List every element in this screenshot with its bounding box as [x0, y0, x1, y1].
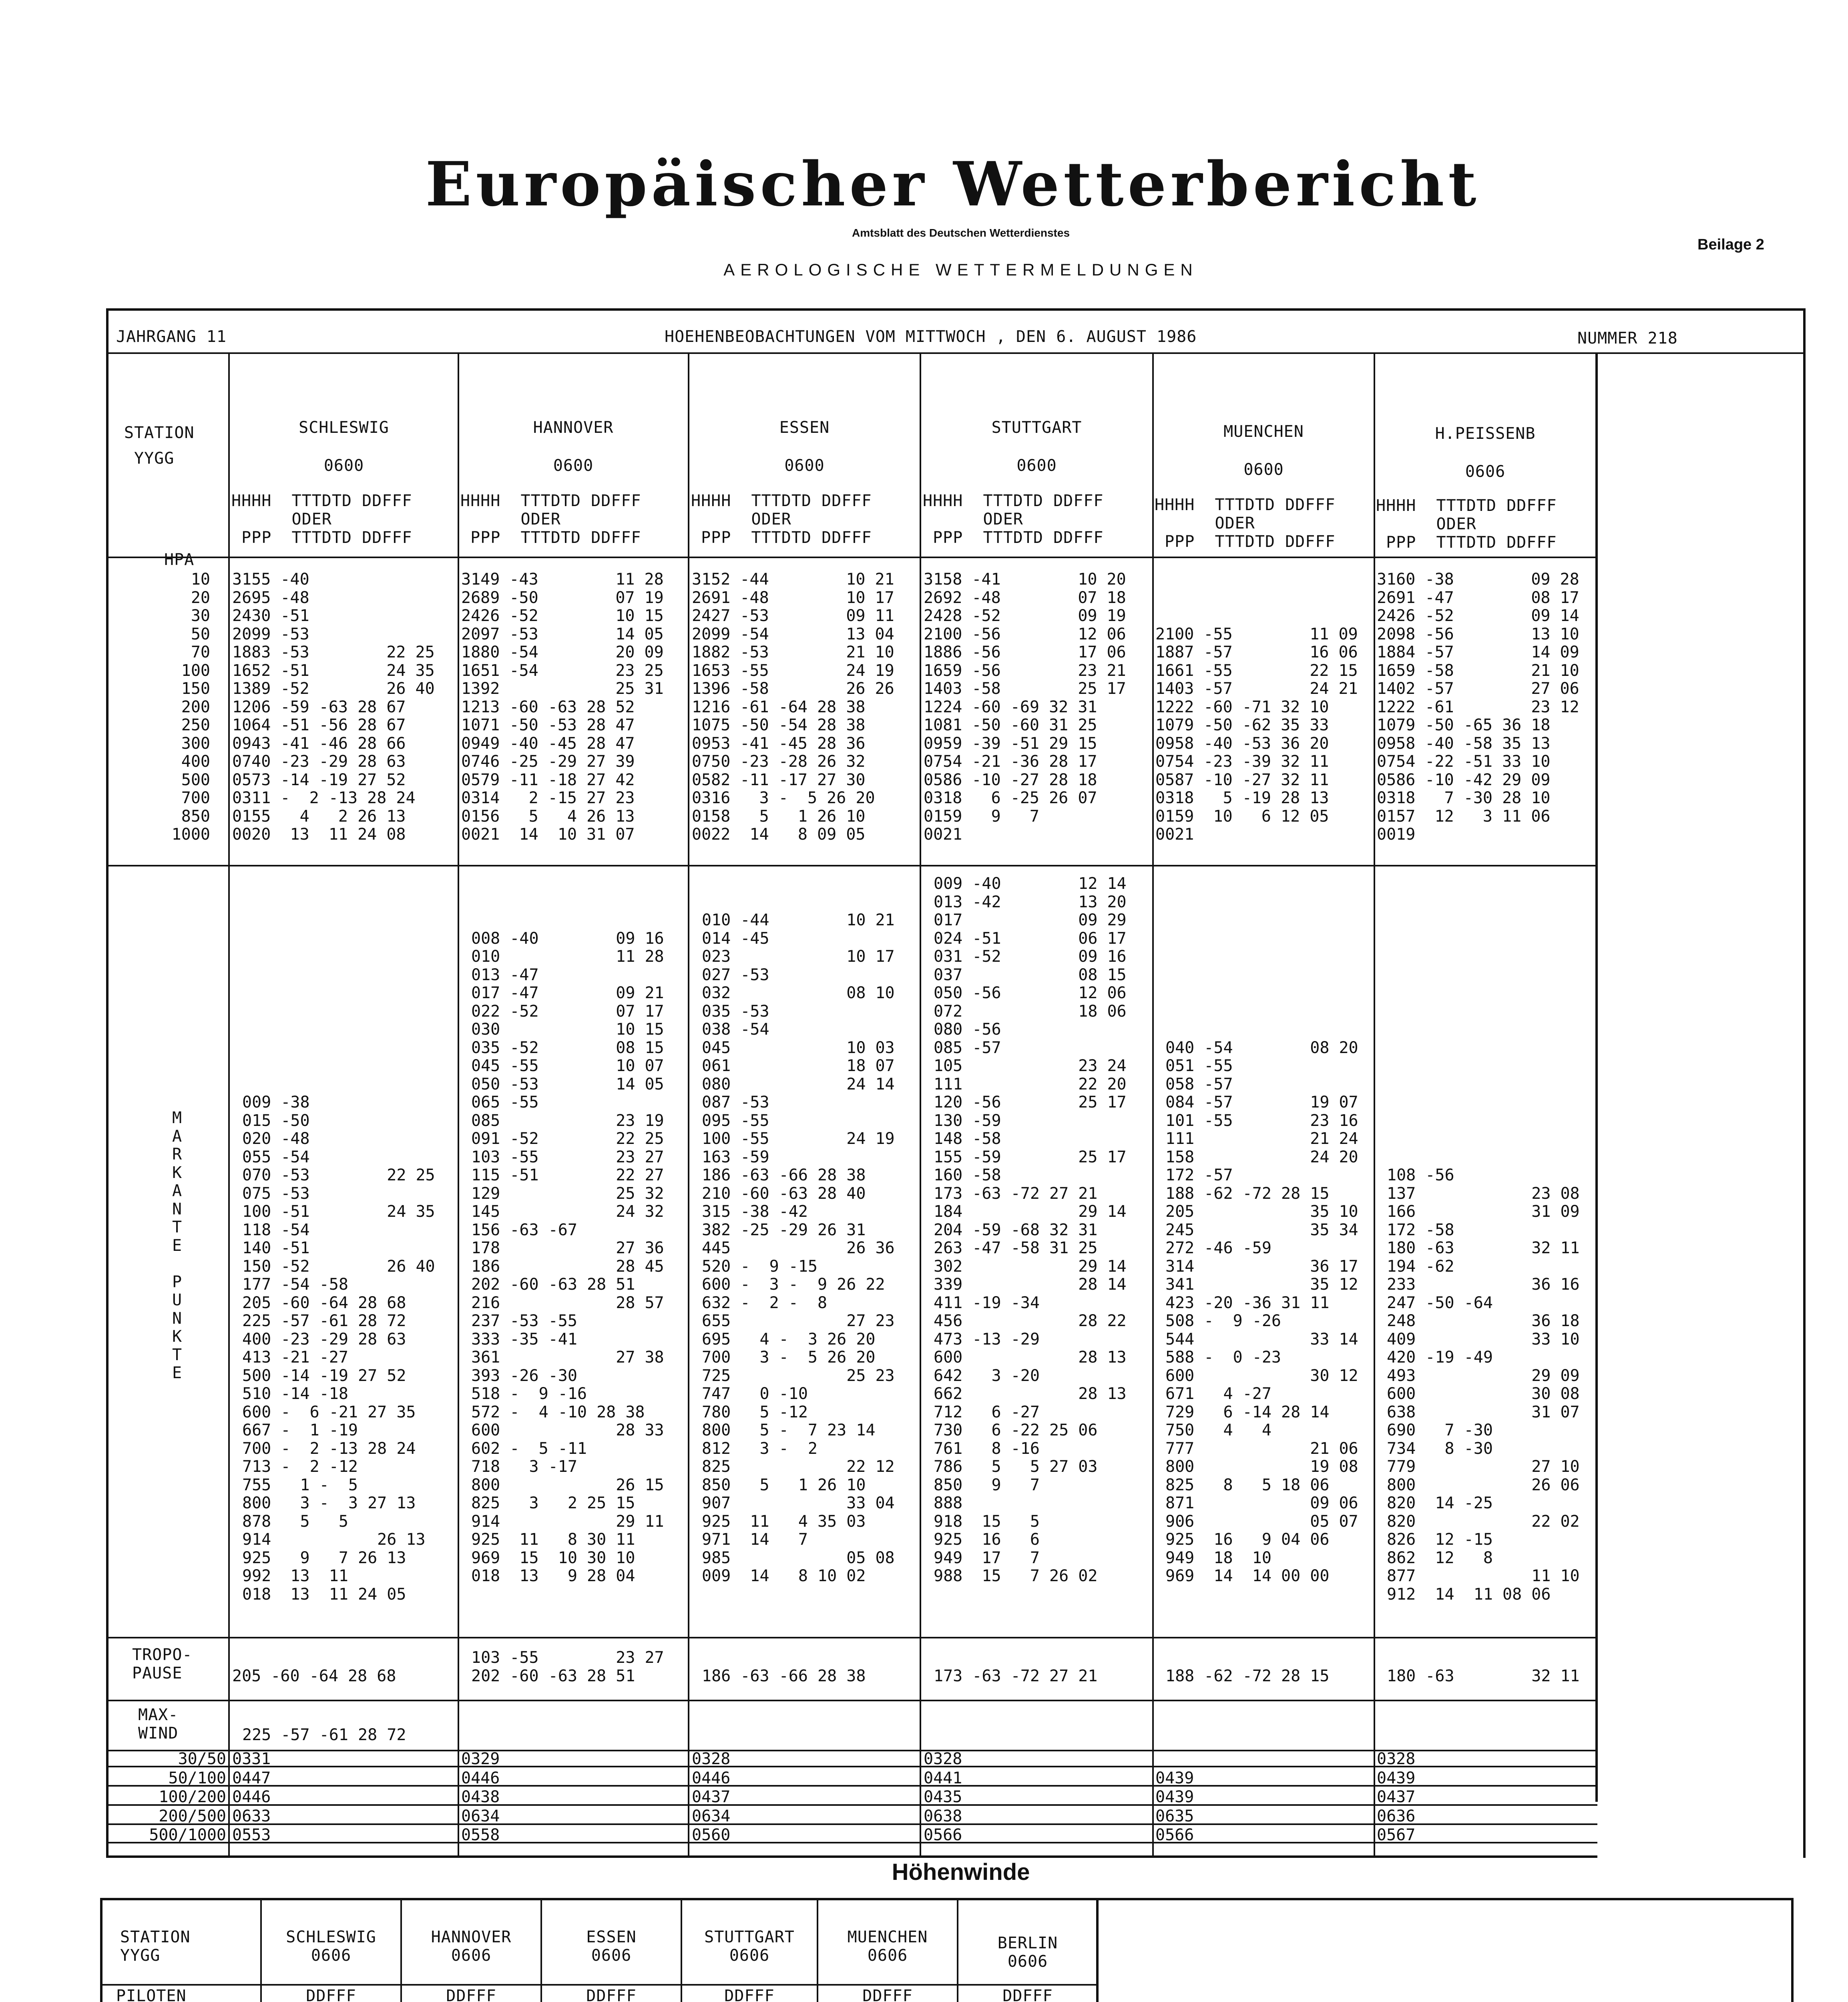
winds-gipfel: DDFFF	[306, 1987, 356, 2002]
standard-levels: 3149 -43 11 28 2689 -50 07 19 2426 -52 10 15 2097 -53 14 05 1880 -54 20 09 1651 -54 23 25 1392 25 31 1213 -60 -63 28 52 1071 -50 -53 28 47 0949 -40 -45 28 47 0746 -25 -29 27 39 0579 -11 -18 27 42 0314 2 -15 27 23 0156 5 4 26 13 0021 14 10 31 07	[461, 570, 664, 844]
significant-points: 040 -54 08 20 051 -55 058 -57 084 -57 19 07 101 -55 23 16 111 21 24 158 24 20 172 -57 188 -62 -72 28 15 205 35 10 245 35 34 272 -46 -59 314 36 17 341 35 12 423 -20 -36 31 11 508 - 9 -26 544 33 14 588 - 0 -23 600 30 12 671 4 -27 729 6 -14 28 14 750 4 4 777 21 06 800 19 08 825 8 5 18 06 871 09 06 906 05 07 925 16 9 04 06 949 18 10 969 14 14 00 00	[1165, 1038, 1358, 1585]
jahrgang-label: JAHRGANG 11	[116, 328, 227, 346]
station-time: 0600	[1016, 456, 1057, 475]
section-title: AEROLOGISCHE WETTERMELDUNGEN	[723, 260, 1198, 279]
standard-levels: 3152 -44 10 21 2691 -48 10 17 2427 -53 09 11 2099 -54 13 04 1882 -53 21 10 1653 -55 24 19 1396 -58 26 26 1216 -61 -64 28 38 1075 -50 -54 28 38 0953 -41 -45 28 36 0750 -23 -28 26 32 0582 -11 -17 27 30 0316 3 - 5 26 20 0158 5 1 26 10 0022 14 8 09 05	[692, 570, 894, 844]
significant-points: 008 -40 09 16 010 11 28 013 -47 017 -47 09 21 022 -52 07 17 030 10 15 035 -52 08 15 045 -55 10 07 050 -53 14 05 065 -55 085 23 19 091 -52 22 25 103 -55 23 27 115 -51 22 27 129 25 32 145 24 32 156 -63 -67 178 27 36 186 28 45 202 -60 -63 28 51 216 28 57 237 -53 -55 333 -35 -41 361 27 38 393 -26 -30 518 - 9 -16 572 - 4 -10 28 38 600 28 33 602 - 5 -11 718 3 -17 800 26 15 825 3 2 25 15 914 29 11 925 11 8 30 11 969 15 10 30 10 018 13 9 28 04	[471, 929, 664, 1585]
station-name: MUENCHEN	[1223, 422, 1304, 441]
tropopause-values: 173 -63 -72 27 21	[934, 1666, 1098, 1685]
significant-points: 010 -44 10 21 014 -45 023 10 17 027 -53 032 08 10 035 -53 038 -54 045 10 03 061 18 07 080 24 14 087 -53 095 -55 100 -55 24 19 163 -59 186 -63 -66 28 38 210 -60 -63 28 40 315 -38 -42 382 -25 -29 26 31 445 26 36 520 - 9 -15 600 - 3 - 9 26 22 632 - 2 - 8 655 27 23 695 4 - 3 26 20 700 3 - 5 26 20 725 25 23 747 0 -10 780 5 -12 800 5 - 7 23 14 812 3 - 2 825 22 12 850 5 1 26 10 907 33 04 925 11 4 35 03 971 14 7 985 05 08 009 14 8 10 02	[702, 911, 895, 1585]
significant-points: 009 -40 12 14 013 -42 13 20 017 09 29 024 -51 06 17 031 -52 09 16 037 08 15 050 -56 12 06 072 18 06 080 -56 085 -57 105 23 24 111 22 20 120 -56 25 17 130 -59 148 -58 155 -59 25 17 160 -58 173 -63 -72 27 21 184 29 14 204 -59 -68 32 31 263 -47 -58 31 25 302 29 14 339 28 14 411 -19 -34 456 28 22 473 -13 -29 600 28 13 642 3 -20 662 28 13 712 6 -27 730 6 -22 25 06 761 8 -16 786 5 5 27 03 850 9 7 888 918 15 5 925 16 6 949 17 7 988 15 7 26 02	[934, 874, 1127, 1585]
column-header: HHHH TTTDTD DDFFF ODER PPP TTTDTD DDFFF	[460, 492, 641, 547]
column-header: HHHH TTTDTD DDFFF ODER PPP TTTDTD DDFFF	[1155, 496, 1336, 551]
tropopause-values: 186 -63 -66 28 38	[702, 1666, 866, 1685]
thickness-labels: 30/50 50/100 100/200 200/500 500/1000	[149, 1750, 226, 1844]
station-name: H.PEISSENB	[1435, 424, 1536, 443]
winds-piloten-label: PILOTEN	[116, 1987, 187, 2002]
station-label: STATION	[124, 424, 195, 442]
maxwind-label: MAX- WIND	[138, 1706, 179, 1743]
tropopause-values: 180 -63 32 11	[1387, 1666, 1580, 1685]
thickness-values: 0328 0441 0435 0638 0566	[924, 1750, 962, 1844]
station-time: 0600	[1243, 460, 1284, 479]
page-title: Europäischer Wetterbericht	[425, 148, 1480, 220]
winds-gipfel: DDFFF	[586, 1987, 637, 2002]
station-time: 0600	[553, 456, 594, 475]
station-name: ESSEN	[779, 418, 830, 437]
thickness-values: 0328 0446 0437 0634 0560	[692, 1750, 731, 1844]
tropopause-values: 103 -55 23 27 202 -60 -63 28 51	[471, 1648, 664, 1685]
station-time: 0600	[323, 456, 364, 475]
winds-title: Höhenwinde	[892, 1859, 1030, 1885]
yygg-label: YYGG	[134, 449, 175, 468]
standard-levels: 2100 -55 11 09 1887 -57 16 06 1661 -55 22 15 1403 -57 24 21 1222 -60 -71 32 10 1079 -50 -62 35 33 0958 -40 -53 36 20 0754 -23 -39 32 11 0587 -10 -27 32 11 0318 5 -19 28 13 0159 10 6 12 05 0021	[1155, 625, 1358, 844]
winds-station-name: ESSEN 0606	[586, 1928, 637, 1965]
station-name: STUTTGART	[991, 418, 1082, 437]
standard-levels: 3158 -41 10 20 2692 -48 07 18 2428 -52 09 19 2100 -56 12 06 1886 -56 17 06 1659 -56 23 21 1403 -58 25 17 1224 -60 -69 32 31 1081 -50 -60 31 25 0959 -39 -51 29 15 0754 -21 -36 28 17 0586 -10 -27 28 18 0318 6 -25 26 07 0159 9 7 0021	[924, 570, 1126, 844]
winds-station-name: BERLIN 0606	[997, 1934, 1058, 1971]
station-name: HANNOVER	[533, 418, 614, 437]
maxwind-values: 225 -57 -61 28 72	[242, 1725, 406, 1744]
tropopause-values: 205 -60 -64 28 68	[232, 1666, 396, 1685]
column-header: HHHH TTTDTD DDFFF ODER PPP TTTDTD DDFFF	[691, 492, 872, 547]
station-name: SCHLESWIG	[299, 418, 389, 437]
winds-gipfel: DDFFF	[862, 1987, 913, 2002]
winds-station-name: STUTTGART 0606	[704, 1928, 795, 1965]
column-header: HHHH TTTDTD DDFFF ODER PPP TTTDTD DDFFF	[1376, 496, 1557, 552]
winds-station-name: MUENCHEN 0606	[847, 1928, 928, 1965]
thickness-values: 0439 0439 0635 0566	[1155, 1769, 1194, 1844]
observation-label: HOEHENBEOBACHTUNGEN VOM MITTWOCH , DEN 6. AUGUST 1986	[665, 328, 1197, 346]
winds-gipfel: DDFFF	[1002, 1987, 1053, 2002]
winds-station-label: STATION YYGG	[120, 1928, 191, 1965]
column-header: HHHH TTTDTD DDFFF ODER PPP TTTDTD DDFFF	[231, 492, 412, 547]
station-time: 0606	[1465, 462, 1506, 481]
pressure-levels: 10 20 30 50 70 100 150 200 250 300 400 500 700 850 1000	[171, 570, 210, 844]
thickness-values: 0328 0439 0437 0636 0567	[1377, 1750, 1416, 1844]
page-subtitle: Amtsblatt des Deutschen Wetterdienstes	[852, 227, 1070, 239]
markante-punkte-label: M A R K A N T E P U N K T E	[172, 1109, 182, 1382]
significant-points: 009 -38 015 -50 020 -48 055 -54 070 -53 22 25 075 -53 100 -51 24 35 118 -54 140 -51 150 -52 26 40 177 -54 -58 205 -60 -64 28 68 225 -57 -61 28 72 400 -23 -29 28 63 413 -21 -27 500 -14 -19 27 52 510 -14 -18 600 - 6 -21 27 35 667 - 1 -19 700 - 2 -13 28 24 713 - 2 -12 755 1 - 5 800 3 - 3 27 13 878 5 5 914 26 13 925 9 7 26 13 992 13 11 018 13 11 24 05	[242, 1093, 435, 1604]
significant-points: 108 -56 137 23 08 166 31 09 172 -58 180 -63 32 11 194 -62 233 36 16 247 -50 -64 248 36 18 409 33 10 420 -19 -49 493 29 09 600 30 08 638 31 07 690 7 -30 734 8 -30 779 27 10 800 26 06 820 14 -25 820 22 02 826 12 -15 862 12 8 877 11 10 912 14 11 08 06	[1387, 1166, 1580, 1604]
hpa-label: HPA	[164, 551, 195, 569]
standard-levels: 3155 -40 2695 -48 2430 -51 2099 -53 1883 -53 22 25 1652 -51 24 35 1389 -52 26 40 1206 -59 -63 28 67 1064 -51 -56 28 67 0943 -41 -46 28 66 0740 -23 -29 28 63 0573 -14 -19 27 52 0311 - 2 -13 28 24 0155 4 2 26 13 0020 13 11 24 08	[232, 570, 435, 844]
beilage-label: Beilage 2	[1697, 236, 1764, 253]
winds-gipfel: DDFFF	[724, 1987, 775, 2002]
thickness-values: 0331 0447 0446 0633 0553	[232, 1750, 271, 1844]
nummer-label: NUMMER 218	[1577, 329, 1678, 348]
standard-levels: 3160 -38 09 28 2691 -47 08 17 2426 -52 09 14 2098 -56 13 10 1884 -57 14 09 1659 -58 21 10 1402 -57 27 06 1222 -61 23 12 1079 -50 -65 36 18 0958 -40 -58 35 13 0754 -22 -51 33 10 0586 -10 -42 29 09 0318 7 -30 28 10 0157 12 3 11 06 0019	[1377, 570, 1579, 844]
column-header: HHHH TTTDTD DDFFF ODER PPP TTTDTD DDFFF	[923, 492, 1104, 547]
winds-station-name: HANNOVER 0606	[431, 1928, 512, 1965]
station-time: 0600	[784, 456, 825, 475]
tropopause-values: 188 -62 -72 28 15	[1165, 1666, 1330, 1685]
thickness-values: 0329 0446 0438 0634 0558	[461, 1750, 500, 1844]
tropopause-label: TROPO- PAUSE	[132, 1646, 193, 1682]
winds-gipfel: DDFFF	[446, 1987, 496, 2002]
winds-station-name: SCHLESWIG 0606	[286, 1928, 376, 1965]
